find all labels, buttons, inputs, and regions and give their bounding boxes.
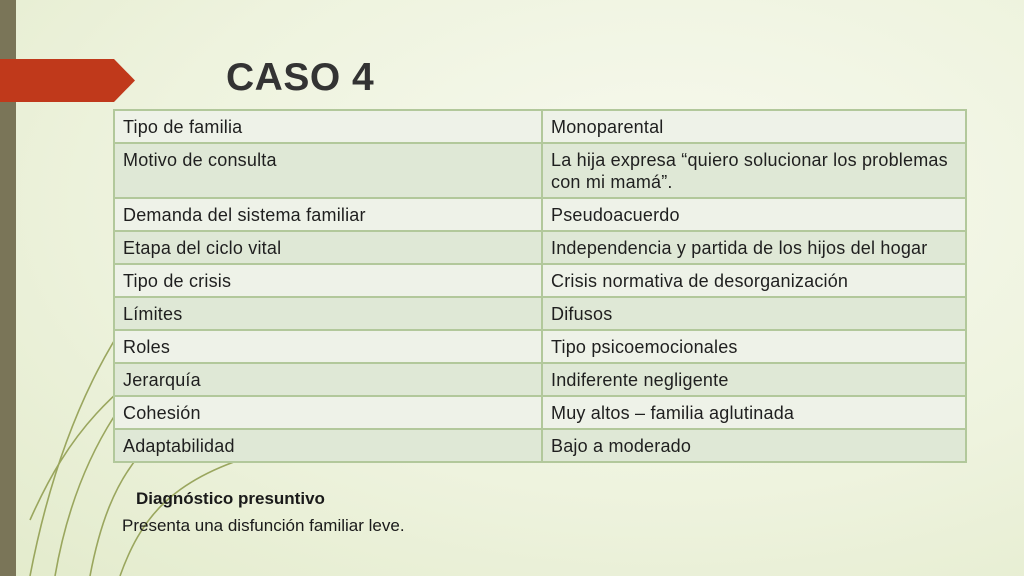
- row-value: Crisis normativa de desorganización: [542, 264, 966, 297]
- row-label: Demanda del sistema familiar: [114, 198, 542, 231]
- table-row: [114, 143, 966, 198]
- table-row: [114, 110, 966, 143]
- table-row: [114, 198, 966, 231]
- table-row: [114, 330, 966, 363]
- row-label: Etapa del ciclo vital: [114, 231, 542, 264]
- row-value: Indiferente negligente: [542, 363, 966, 396]
- slide-title: CASO 4: [226, 56, 375, 99]
- row-value: Difusos: [542, 297, 966, 330]
- row-label: Motivo de consulta: [114, 143, 542, 198]
- row-value: Pseudoacuerdo: [542, 198, 966, 231]
- table-row: [114, 429, 966, 462]
- title-accent-arrow: [0, 59, 135, 102]
- row-value: Independencia y partida de los hijos del hogar: [542, 231, 966, 264]
- table-row: [114, 231, 966, 264]
- row-label: Jerarquía: [114, 363, 542, 396]
- row-label: Tipo de familia: [114, 110, 542, 143]
- diagnosis-heading: Diagnóstico presuntivo: [136, 489, 325, 508]
- row-value: Tipo psicoemocionales: [542, 330, 966, 363]
- row-value: Muy altos – familia aglutinada: [542, 396, 966, 429]
- row-label: Roles: [114, 330, 542, 363]
- diagnosis-text: Presenta una disfunción familiar leve.: [122, 516, 405, 535]
- row-label: Límites: [114, 297, 542, 330]
- table-row: [114, 363, 966, 396]
- row-value: Monoparental: [542, 110, 966, 143]
- table-row: [114, 297, 966, 330]
- table-row: [114, 396, 966, 429]
- row-label: Tipo de crisis: [114, 264, 542, 297]
- row-label: Cohesión: [114, 396, 542, 429]
- row-value: Bajo a moderado: [542, 429, 966, 462]
- row-label: Adaptabilidad: [114, 429, 542, 462]
- row-value: La hija expresa “quiero solucionar los problemas con mi mamá”.: [542, 143, 966, 198]
- table-row: [114, 264, 966, 297]
- case-table: [113, 109, 967, 463]
